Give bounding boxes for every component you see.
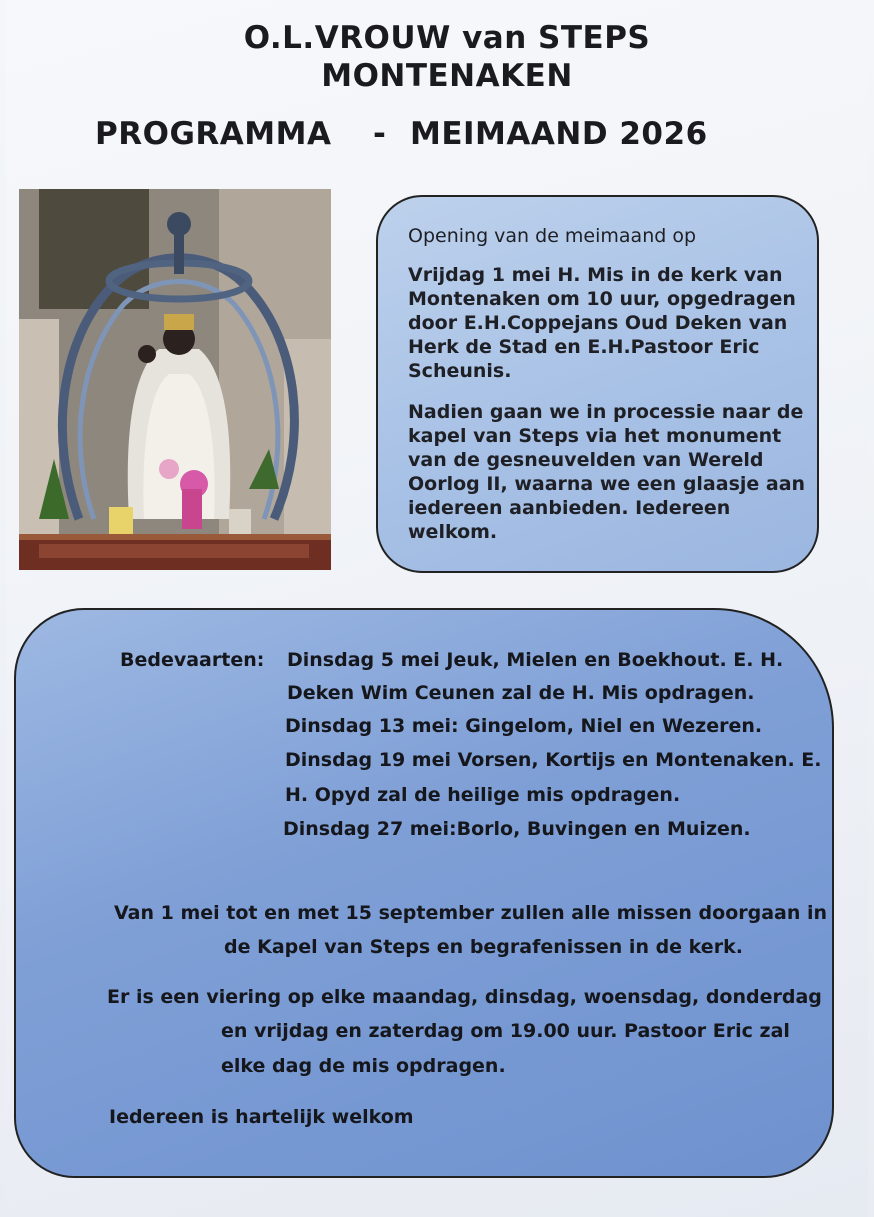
summer-masses-line: de Kapel van Steps en begrafenissen in de kerk. <box>224 936 743 958</box>
pilgrimage-line: Dinsdag 13 mei: Gingelom, Niel en Wezeren. <box>285 715 763 737</box>
pilgrimage-line: Dinsdag 27 mei:Borlo, Buvingen en Muizen. <box>283 818 751 840</box>
daily-celebration-line: Er is een viering op elke maandag, dinsdag, woensdag, donderdag <box>107 986 822 1008</box>
madonna-statue-photo <box>19 189 331 570</box>
title-dash: - <box>373 116 387 152</box>
title-line-2: MONTENAKEN <box>321 58 573 94</box>
pilgrimage-line: Dinsdag 5 mei Jeuk, Mielen en Boekhout. E. H. <box>287 649 784 671</box>
bedevaarten-label: Bedevaarten: <box>120 649 265 671</box>
opening-mass-paragraph: Vrijdag 1 mei H. Mis in de kerk van Montenaken om 10 uur, opgedragen door E.H.Coppejans Oud Deken van Herk de Stad en E.H.Pastoor Eric Scheunis. <box>408 264 796 382</box>
pilgrimage-line: H. Opyd zal de heilige mis opdragen. <box>285 784 681 806</box>
title-line-1: O.L.VROUW van STEPS <box>243 20 651 56</box>
opening-heading: Opening van de meimaand op <box>408 225 697 247</box>
pilgrimage-line: Dinsdag 19 mei Vorsen, Kortijs en Montenaken. E. <box>285 749 822 771</box>
welcome-line: Iedereen is hartelijk welkom <box>109 1106 414 1128</box>
programma-label: PROGRAMMA <box>95 116 332 152</box>
summer-masses-line: Van 1 mei tot en met 15 september zullen alle missen doorgaan in <box>114 902 828 924</box>
procession-paragraph: Nadien gaan we in processie naar de kapel van Steps via het monument van de gesneuvelden van Wereld Oorlog II, waarna we een glaasje aan iedereen aanbieden. Iedereen welkom. <box>408 401 806 543</box>
pilgrimage-line: Deken Wim Ceunen zal de H. Mis opdragen. <box>287 682 755 704</box>
daily-celebration-line: en vrijdag en zaterdag om 19.00 uur. Pastoor Eric zal <box>221 1020 790 1042</box>
meimaand-label: MEIMAAND 2026 <box>410 116 708 152</box>
daily-celebration-line: elke dag de mis opdragen. <box>221 1055 506 1077</box>
